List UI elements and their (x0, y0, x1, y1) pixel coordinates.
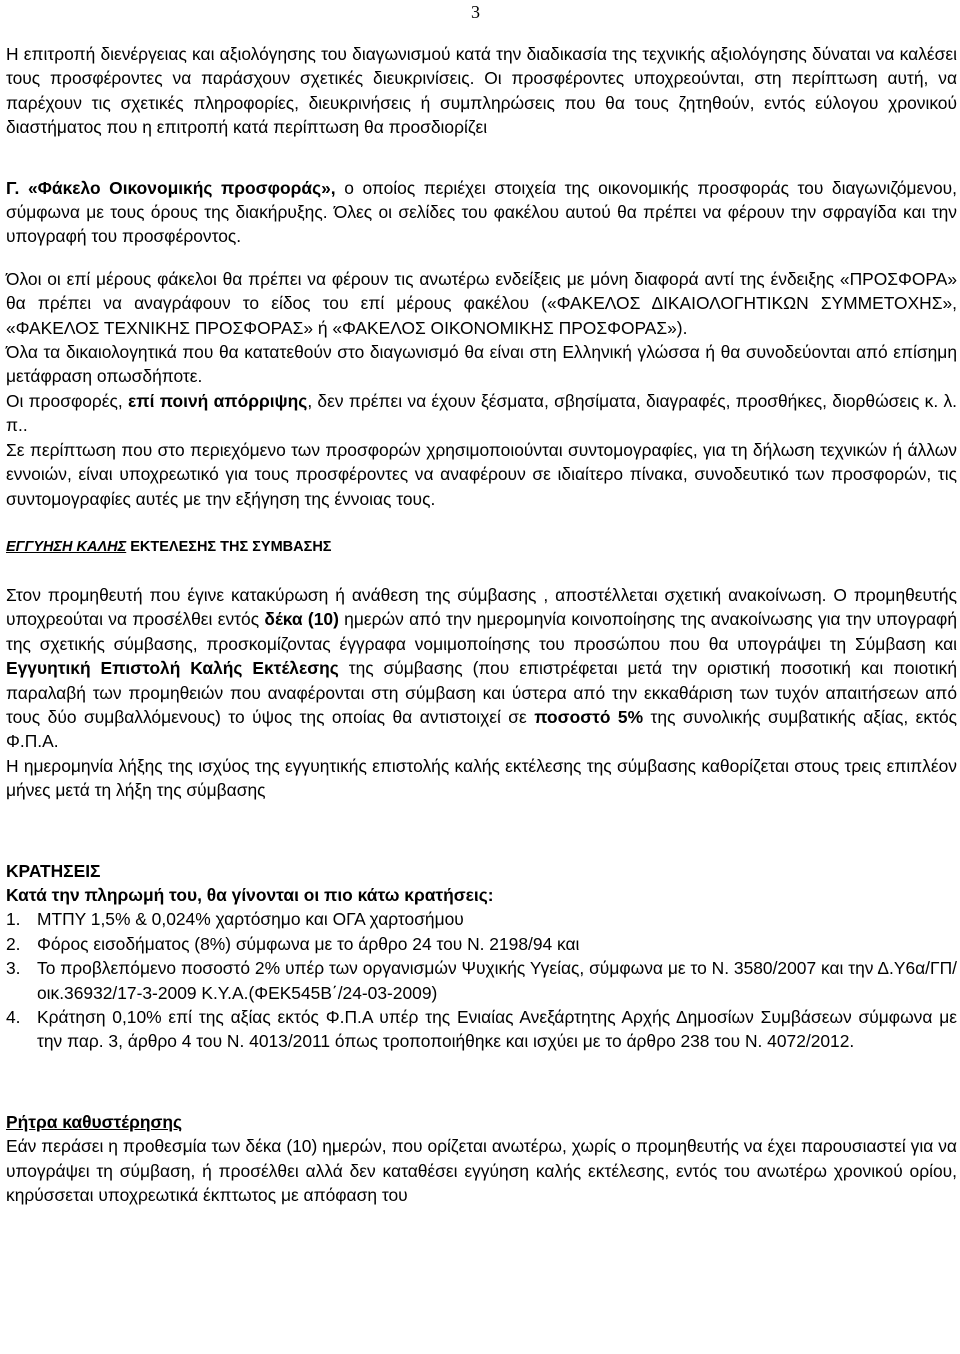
guarantee-days: δέκα (10) (264, 609, 339, 630)
paragraph-guarantee-expiry: Η ημερομηνία λήξης της ισχύος της εγγυητικής επιστολής καλής εκτέλεσης της σύμβασης καθορίζεται στους τρεις επιπλέον μήνες μετά τη λήξη της σύμβασης (6, 755, 957, 801)
no-corrections-text-a: Οι προσφορές, (6, 390, 129, 411)
heading-performance-guarantee (6, 535, 957, 559)
list-item-number: 2. (6, 933, 21, 954)
list-item (6, 907, 957, 931)
guarantee-text-4: της συνολικής συμβατικής αξίας, εκτός Φ.Π.Α. (6, 706, 958, 752)
heading-guarantee-underlined: ΕΓΓΥΗΣΗ ΚΑΛΗΣ (6, 538, 127, 555)
paragraph-envelope-markings: Όλοι οι επί μέρους φάκελοι θα πρέπει να φέρουν τις ανωτέρω ενδείξεις με μόνη διαφορά αντί της ένδειξης «ΠΡΟΣΦΟΡΑ» θα πρέπει να αναγράφουν το είδος του επί μέρους φακέλου («ΦΑΚΕΛΟΣ ΔΙΚΑΙΟΛΟΓΗΤΙΚΩΝ ΣΥΜΜΕΤΟΧΗΣ», «ΦΑΚΕΛΟΣ ΤΕΧΝΙΚΗΣ ΠΡΟΣΦΟΡΑΣ» ή «ΦΑΚΕΛΟΣ ΟΙΚΟΝΟΜΙΚΗΣ ΠΡΟΣΦΟΡΑΣ»). (6, 268, 957, 338)
financial-envelope-label: Γ. «Φάκελο Οικονομικής προσφοράς», (6, 177, 336, 198)
heading-delay-clause (6, 1110, 957, 1134)
no-corrections-text-b: , δεν πρέπει να έχουν ξέσματα, σβησίματα, διαγραφές, προσθήκες, διορθώσεις κ. λ. π.. (6, 390, 957, 436)
deductions-title: ΚΡΑΤΗΣΕΙΣ (6, 860, 101, 881)
heading-guarantee-rest: ΕΚΤΕΛΕΣΗΣ ΤΗΣ ΣΥΜΒΑΣΗΣ (126, 538, 332, 555)
paragraph-evaluation-clarifications: Η επιτροπή διενέργειας και αξιολόγησης του διαγωνισμού κατά την διαδικασία της τεχνικής αξιολόγησης δύναται να καλέσει τους προσφέροντες να παράσχουν σχετικές διευκρινίσεις. Οι προσφέροντες υποχρεούνται, στη περίπτωση αυτή, να παρέχουν τις σχετικές πληροφορίες, διευκρινήσεις ή συμπληρώσεις που θα τους ζητηθούν, εντός εύλογου χρονικού διαστήματος που η επιτροπή κατά περίπτωση θα προσδιορίζει (6, 44, 957, 138)
paragraph-language: Όλα τα δικαιολογητικά που θα κατατεθούν στο διαγωνισμό θα είναι στη Ελληνική γλώσσα ή θα συνοδεύονται από επίσημη μετάφραση οπωσδήποτε. (6, 342, 957, 387)
list-item-text: Το προβλεπόμενο ποσοστό 2% υπέρ των οργανισμών Ψυχικής Υγείας, σύμφωνα με το Ν. 3580/2007 και την Δ.Υ6α/ΓΠ/οικ.36932/17-3-2009 Κ.Υ.Α.(ΦΕΚ545Β΄/24-03-2009) (37, 958, 957, 1003)
guarantee-text-3: της σύμβασης (που επιστρέφεται μετά την οριστική ποσοτική και ποιοτική παραλαβή των προμηθειών που αναφέρονται στη σύμβαση και ύστερα από την εκκαθάριση των τυχόν απαιτήσεων από τους δύο συμβαλλόμενους) το ύψος της οποίας θα αντιστοιχεί σε (6, 658, 957, 727)
list-item-number: 1. (6, 909, 21, 930)
deductions-subtitle (6, 883, 957, 907)
deductions-subtitle-text: Κατά την πληρωμή του, θα γίνονται οι πιο κάτω κρατήσεις: (6, 884, 494, 905)
guarantee-letter: Εγγυητική Επιστολή Καλής Εκτέλεσης (6, 658, 339, 679)
paragraph-abbreviations: Σε περίπτωση που στο περιεχόμενο των προσφορών χρησιμοποιούνται συντομογραφίες, για τη δήλωση τεχνικών ή άλλων εννοιών, είναι υποχρεωτικό για τους προσφέροντες να αναφέρουν σε ιδιαίτερο πίνακα, συνοδευτικό των προσφορών, τις συντομογραφίες αυτές με την εξήγηση της έννοιας τους. (6, 439, 957, 509)
heading-deductions (6, 859, 957, 883)
document-body (6, 42, 957, 1207)
rejection-emphasis: επί ποινή απόρριψης (128, 390, 308, 411)
list-item-number: 3. (6, 958, 21, 979)
guarantee-text-2: ημερών από την ημερομηνία κοινοποίησης της ανακοίνωσης για την υπογραφή της σχετικής σύμβασης, προσκομίζοντας έγγραφα νομιμοποίησης του προσώπου που θα υπογράψει τη Σύμβαση και (6, 609, 957, 654)
paragraph-financial-envelope (6, 176, 957, 249)
list-item-text: Κράτηση 0,10% επί της αξίας εκτός Φ.Π.Α υπέρ της Ενιαίας Ανεξάρτητης Αρχής Δημοσίων Συμβάσεων σύμφωνα με την παρ. 3, άρθρο 4 του Ν. 4013/2011 όπως τροποποιήθηκε και ισχύει με το άρθρο 238 του Ν. 4072/2012. (37, 1007, 957, 1052)
list-item (6, 956, 957, 1005)
paragraph-delay-clause: Εάν περάσει η προθεσμία των δέκα (10) ημερών, που ορίζεται ανωτέρω, χωρίς ο προμηθευτής να έχει παρουσιαστεί για να υπογράψει τη σύμβαση, ή προσέλθει αλλά δεν καταθέσει εγγύηση καλής εκτέλεσης, εντός του ανωτέρω χρονικού ορίου, κηρύσσεται υποχρεωτικά έκπτωτος με απόφαση του (6, 1136, 957, 1206)
paragraph-no-corrections (6, 389, 957, 438)
deductions-list (6, 907, 957, 1053)
guarantee-text-1: Στον προμηθευτή που έγινε κατακύρωση ή ανάθεση της σύμβασης , αποστέλλεται σχετική ανακοίνωση. Ο προμηθευτής υποχρεούται να προσέλθει εντός (6, 584, 957, 630)
list-item (6, 932, 957, 956)
guarantee-percent: ποσοστό 5% (534, 706, 644, 727)
list-item-number: 4. (6, 1007, 21, 1027)
list-item (6, 1005, 957, 1054)
delay-clause-title: Ρήτρα καθυστέρησης (6, 1111, 183, 1132)
list-item-text: Φόρος εισοδήματος (8%) σύμφωνα με το άρθρο 24 του Ν. 2198/94 και (37, 933, 580, 954)
list-item-text: ΜΤΠΥ 1,5% & 0,024% χαρτόσημο και ΟΓΑ χαρτοσήμου (37, 909, 464, 930)
financial-envelope-text: ο οποίος περιέχει στοιχεία της οικονομικής προσφοράς του διαγωνιζόμενου, σύμφωνα με τους όρους της διακήρυξης. Όλες οι σελίδες του φακέλου αυτού θα πρέπει να φέρουν την σφραγίδα και την υπογραφή του προσφέροντος. (6, 177, 957, 247)
page-number: 3 (471, 2, 480, 22)
paragraph-guarantee (6, 583, 957, 754)
